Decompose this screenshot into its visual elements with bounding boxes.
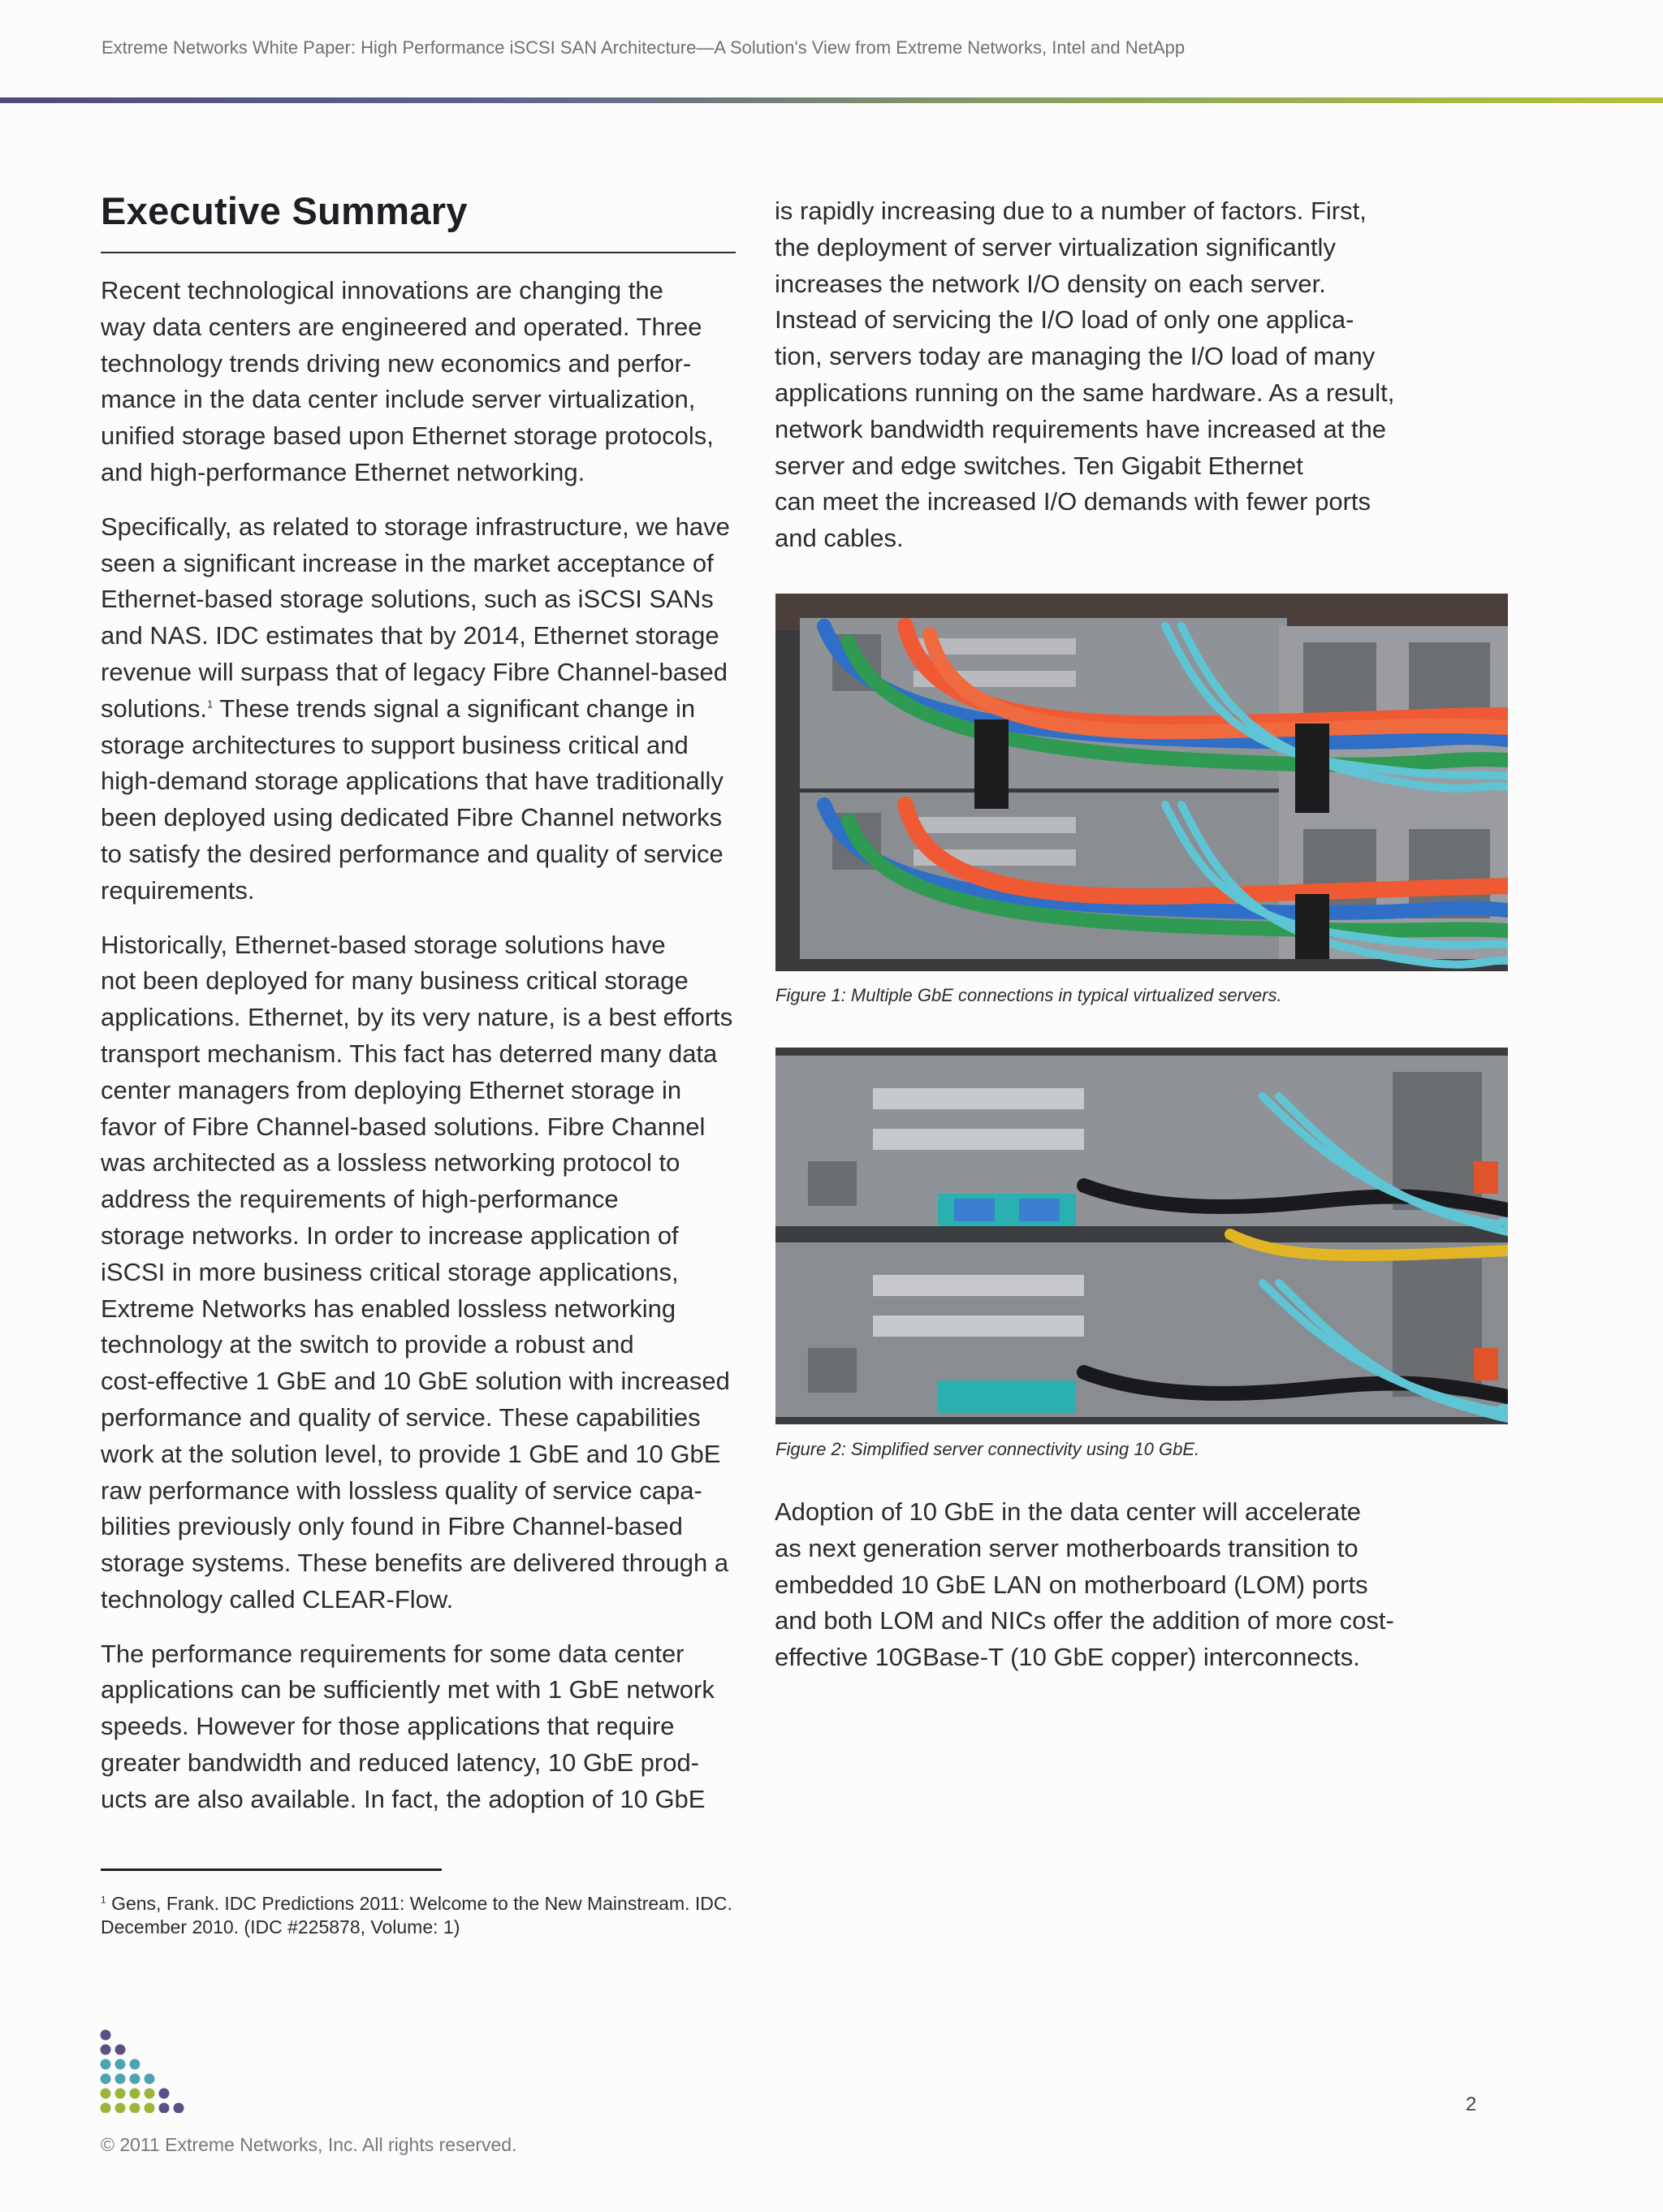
logo-dot	[130, 2103, 140, 2114]
text-line: solutions.$^1$ These trends signal a significant change in	[101, 693, 696, 723]
text-line: Specifically, as related to storage infrastructure, we have	[101, 512, 730, 541]
copyright: © 2011 Extreme Networks, Inc. All rights reserved.	[101, 2134, 517, 2155]
logo-dot	[159, 2089, 170, 2099]
logo-dot	[130, 2074, 140, 2085]
page-number: 2	[1466, 2093, 1477, 2115]
text-line: requirements.	[101, 875, 255, 905]
text-line: Extreme Networks has enabled lossless networking	[101, 1294, 676, 1323]
text-line: center managers from deploying Ethernet storage in	[101, 1075, 682, 1104]
logo-dot	[115, 2045, 126, 2055]
text-line: applications running on the same hardware. As a result,	[775, 378, 1395, 407]
footnote-rule	[101, 1869, 442, 1871]
right-column-continued	[775, 1494, 1394, 1676]
text-line: applications can be sufficiently met with 1 GbE network	[101, 1675, 715, 1704]
text-line: effective 10GBase-T (10 GbE copper) interconnects.	[775, 1643, 1360, 1672]
section-title: Executive Summary	[101, 189, 468, 232]
text-line: technology trends driving new economics and perfor-	[101, 348, 692, 378]
text-line: not been deployed for many business critical storage	[101, 966, 689, 996]
logo-dot	[115, 2089, 126, 2099]
text-line: and cables.	[775, 524, 904, 553]
text-line: speeds. However for those applications that require	[101, 1712, 675, 1741]
logo-dot	[101, 2103, 111, 2114]
text-line: raw performance with lossless quality of service capa-	[101, 1475, 702, 1505]
text-line: was architected as a lossless networking protocol to	[101, 1148, 680, 1177]
logo-dot	[130, 2059, 140, 2070]
text-line: ucts are also available. In fact, the adoption of 10 GbE	[101, 1784, 706, 1813]
text-line: increases the network I/O density on each server.	[775, 269, 1326, 298]
title-rule	[101, 252, 736, 253]
logo-dot	[115, 2103, 126, 2114]
text-line: storage architectures to support business critical and	[101, 730, 689, 759]
text-line: applications. Ethernet, by its very nature, is a best efforts	[101, 1003, 733, 1032]
logo-dot	[130, 2089, 140, 2099]
paragraph-gap	[101, 1618, 732, 1636]
text-line: address the requirements of high-performance	[101, 1185, 619, 1214]
logo-dot	[101, 2059, 111, 2070]
text-line: bilities previously only found in Fibre Channel-based	[101, 1512, 683, 1541]
logo-dot	[145, 2089, 155, 2099]
text-line: and both LOM and NICs offer the addition of more cost-	[775, 1606, 1394, 1635]
header-rule	[0, 97, 1663, 103]
text-line: mance in the data center include server virtualization,	[101, 385, 696, 414]
logo-dot	[101, 2030, 111, 2041]
text-line: Ethernet-based storage solutions, such as iSCSI SANs	[101, 585, 714, 614]
text-line: is rapidly increasing due to a number of factors. First,	[775, 197, 1367, 225]
paragraph-gap	[101, 909, 732, 927]
text-line: The performance requirements for some data center	[101, 1639, 685, 1668]
logo-dot	[145, 2074, 155, 2085]
logo-dot	[101, 2045, 111, 2055]
footnote-reference[interactable]: 1	[206, 698, 214, 711]
text-line: transport mechanism. This fact has deterred many data	[101, 1039, 718, 1068]
text-line: server and edge switches. Ten Gigabit Ethernet	[775, 451, 1303, 480]
footnote-line: December 2010. (IDC #225878, Volume: 1)	[101, 1916, 460, 1938]
logo-dot	[101, 2089, 111, 2099]
text-line: unified storage based upon Ethernet storage protocols,	[101, 421, 714, 451]
text-line: revenue will surpass that of legacy Fibre Channel-based	[101, 657, 728, 686]
text-line: to satisfy the desired performance and quality of service	[101, 839, 724, 868]
footnote-line: $^1$ Gens, Frank. IDC Predictions 2011: Welcome to the New Mainstream. IDC.	[101, 1893, 732, 1914]
text-line: as next generation server motherboards transition to	[775, 1533, 1358, 1562]
text-line: iSCSI in more business critical storage applications,	[101, 1257, 679, 1286]
right-column	[775, 193, 1394, 557]
text-line: network bandwidth requirements have increased at the	[775, 414, 1387, 443]
text-line: Instead of servicing the I/O load of only one applica-	[775, 305, 1354, 335]
text-line: and NAS. IDC estimates that by 2014, Ethernet storage	[101, 621, 719, 650]
logo-dot	[174, 2103, 184, 2114]
footnote-marker: 1	[101, 1894, 106, 1906]
text-line: tion, servers today are managing the I/O load of many	[775, 342, 1376, 371]
logo-dot	[159, 2103, 170, 2114]
footnote	[101, 1892, 732, 1939]
text-line: can meet the increased I/O demands with fewer ports	[775, 487, 1371, 516]
text-line: technology called CLEAR-Flow.	[101, 1584, 454, 1614]
text-line: work at the solution level, to provide 1 GbE and 10 GbE	[101, 1439, 721, 1468]
figure-2-image	[775, 1048, 1508, 1424]
logo-dot	[101, 2074, 111, 2085]
text-line: embedded 10 GbE LAN on motherboard (LOM) ports	[775, 1570, 1368, 1599]
text-line: way data centers are engineered and operated. Three	[101, 312, 702, 341]
text-line: been deployed using dedicated Fibre Channel networks	[101, 803, 723, 832]
text-line: storage networks. In order to increase application of	[101, 1220, 679, 1250]
text-line: favor of Fibre Channel-based solutions. Fibre Channel	[101, 1112, 706, 1141]
text-line: storage systems. These benefits are delivered through a	[101, 1549, 729, 1578]
text-line: cost-effective 1 GbE and 10 GbE solution with increased	[101, 1367, 730, 1396]
text-line: technology at the switch to provide a robust and	[101, 1330, 634, 1359]
logo-dot	[115, 2074, 126, 2085]
text-line: Adoption of 10 GbE in the data center will accelerate	[775, 1497, 1362, 1526]
extreme-networks-logo	[99, 2028, 188, 2117]
text-line: greater bandwidth and reduced latency, 10 GbE prod-	[101, 1748, 700, 1778]
logo-dot	[145, 2103, 155, 2114]
text-line: Recent technological innovations are changing the	[101, 276, 663, 305]
running-header: Extreme Networks White Paper: High Performance iSCSI SAN Architecture—A Solution's View from Extreme Networks, Intel and NetApp	[102, 37, 1186, 58]
figure-1-image	[775, 594, 1508, 971]
left-column	[101, 273, 732, 1818]
text-line: and high-performance Ethernet networking.	[101, 457, 585, 486]
paragraph-gap	[101, 491, 732, 509]
figure-1-caption: Figure 1: Multiple GbE connections in typical virtualized servers.	[775, 985, 1282, 1005]
text-line: seen a significant increase in the market acceptance of	[101, 548, 714, 577]
text-line: the deployment of server virtualization significantly	[775, 232, 1336, 261]
figure-2-caption: Figure 2: Simplified server connectivity using 10 GbE.	[775, 1439, 1200, 1459]
text-line: high-demand storage applications that have traditionally	[101, 767, 724, 796]
logo-dot	[115, 2059, 126, 2070]
text-line: performance and quality of service. These capabilities	[101, 1402, 701, 1432]
text-line: Historically, Ethernet-based storage solutions have	[101, 930, 666, 959]
